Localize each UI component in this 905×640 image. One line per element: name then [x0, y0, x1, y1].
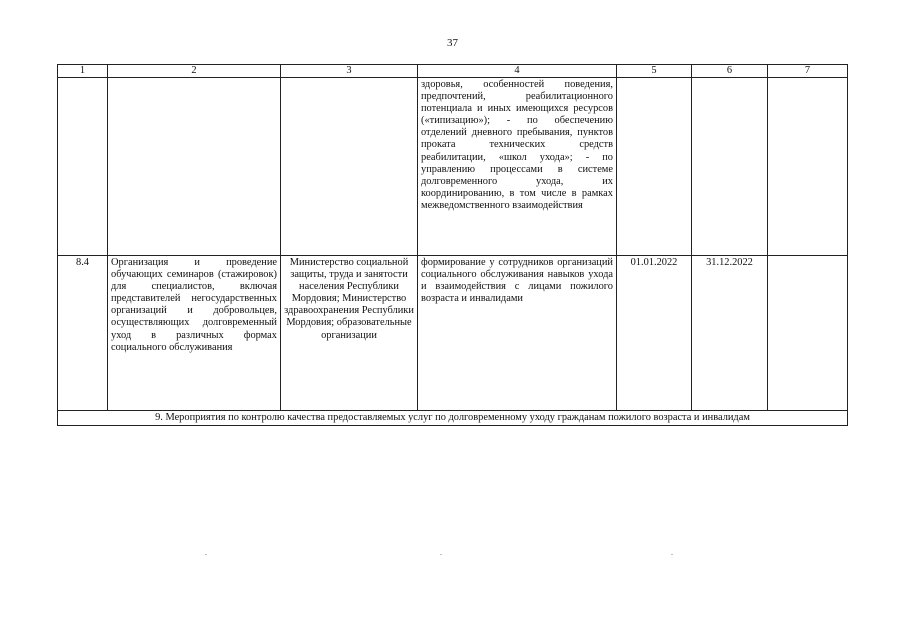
result-text: формирование у сотрудников организаций социального обслуживания навыков ухода и взаимодействия с лицами пожилого возраста и инвалидами — [418, 256, 617, 411]
header-col-1: 1 — [58, 65, 108, 78]
start-date: 01.01.2022 — [617, 256, 692, 411]
scan-speck: . — [205, 548, 207, 557]
section-9-title: 9. Мероприятия по контролю качества предоставляемых услуг по долговременному уходу гражданам пожилого возраста и инвалидам — [58, 411, 848, 426]
header-col-4: 4 — [418, 65, 617, 78]
note-cell — [768, 256, 848, 411]
plan-table — [57, 64, 848, 426]
scan-speck: . — [440, 548, 442, 557]
table-row — [58, 256, 848, 411]
cont-cell-1 — [58, 78, 108, 256]
executors-text: Министерство социальной защиты, труда и занятости населения Республики Мордовия; Министерство здравоохранения Республики Мордовия; образовательные организации — [281, 256, 418, 411]
cont-cell-6 — [692, 78, 768, 256]
header-col-6: 6 — [692, 65, 768, 78]
end-date: 31.12.2022 — [692, 256, 768, 411]
cont-cell-2 — [108, 78, 281, 256]
header-col-7: 7 — [768, 65, 848, 78]
cont-result-text: здоровья, особенностей поведения, предпочтений, реабилитационного потенциала и иных имеющихся ресурсов («типизацию»); - по обеспечению отделений дневного пребывания, пунктов проката технических средств реабилитации, «школ ухода»; - по управлению процессами в системе долговременного ухода, их координированию, в том числе в рамках межведомственного взаимодействия — [418, 78, 617, 256]
cont-cell-5 — [617, 78, 692, 256]
section-row — [58, 411, 848, 426]
header-row — [58, 65, 848, 78]
measure-text: Организация и проведение обучающих семинаров (стажировок) для специалистов, включая представителей негосударственных организаций и добровольцев, осуществляющих долговременный уход в различных формах социального обслуживания — [108, 256, 281, 411]
continuation-row — [58, 78, 848, 256]
header-col-2: 2 — [108, 65, 281, 78]
cont-cell-7 — [768, 78, 848, 256]
cont-cell-3 — [281, 78, 418, 256]
header-col-5: 5 — [617, 65, 692, 78]
header-col-3: 3 — [281, 65, 418, 78]
page-number: 37 — [447, 37, 458, 49]
scan-speck: . — [671, 548, 673, 557]
row-number: 8.4 — [58, 256, 108, 411]
